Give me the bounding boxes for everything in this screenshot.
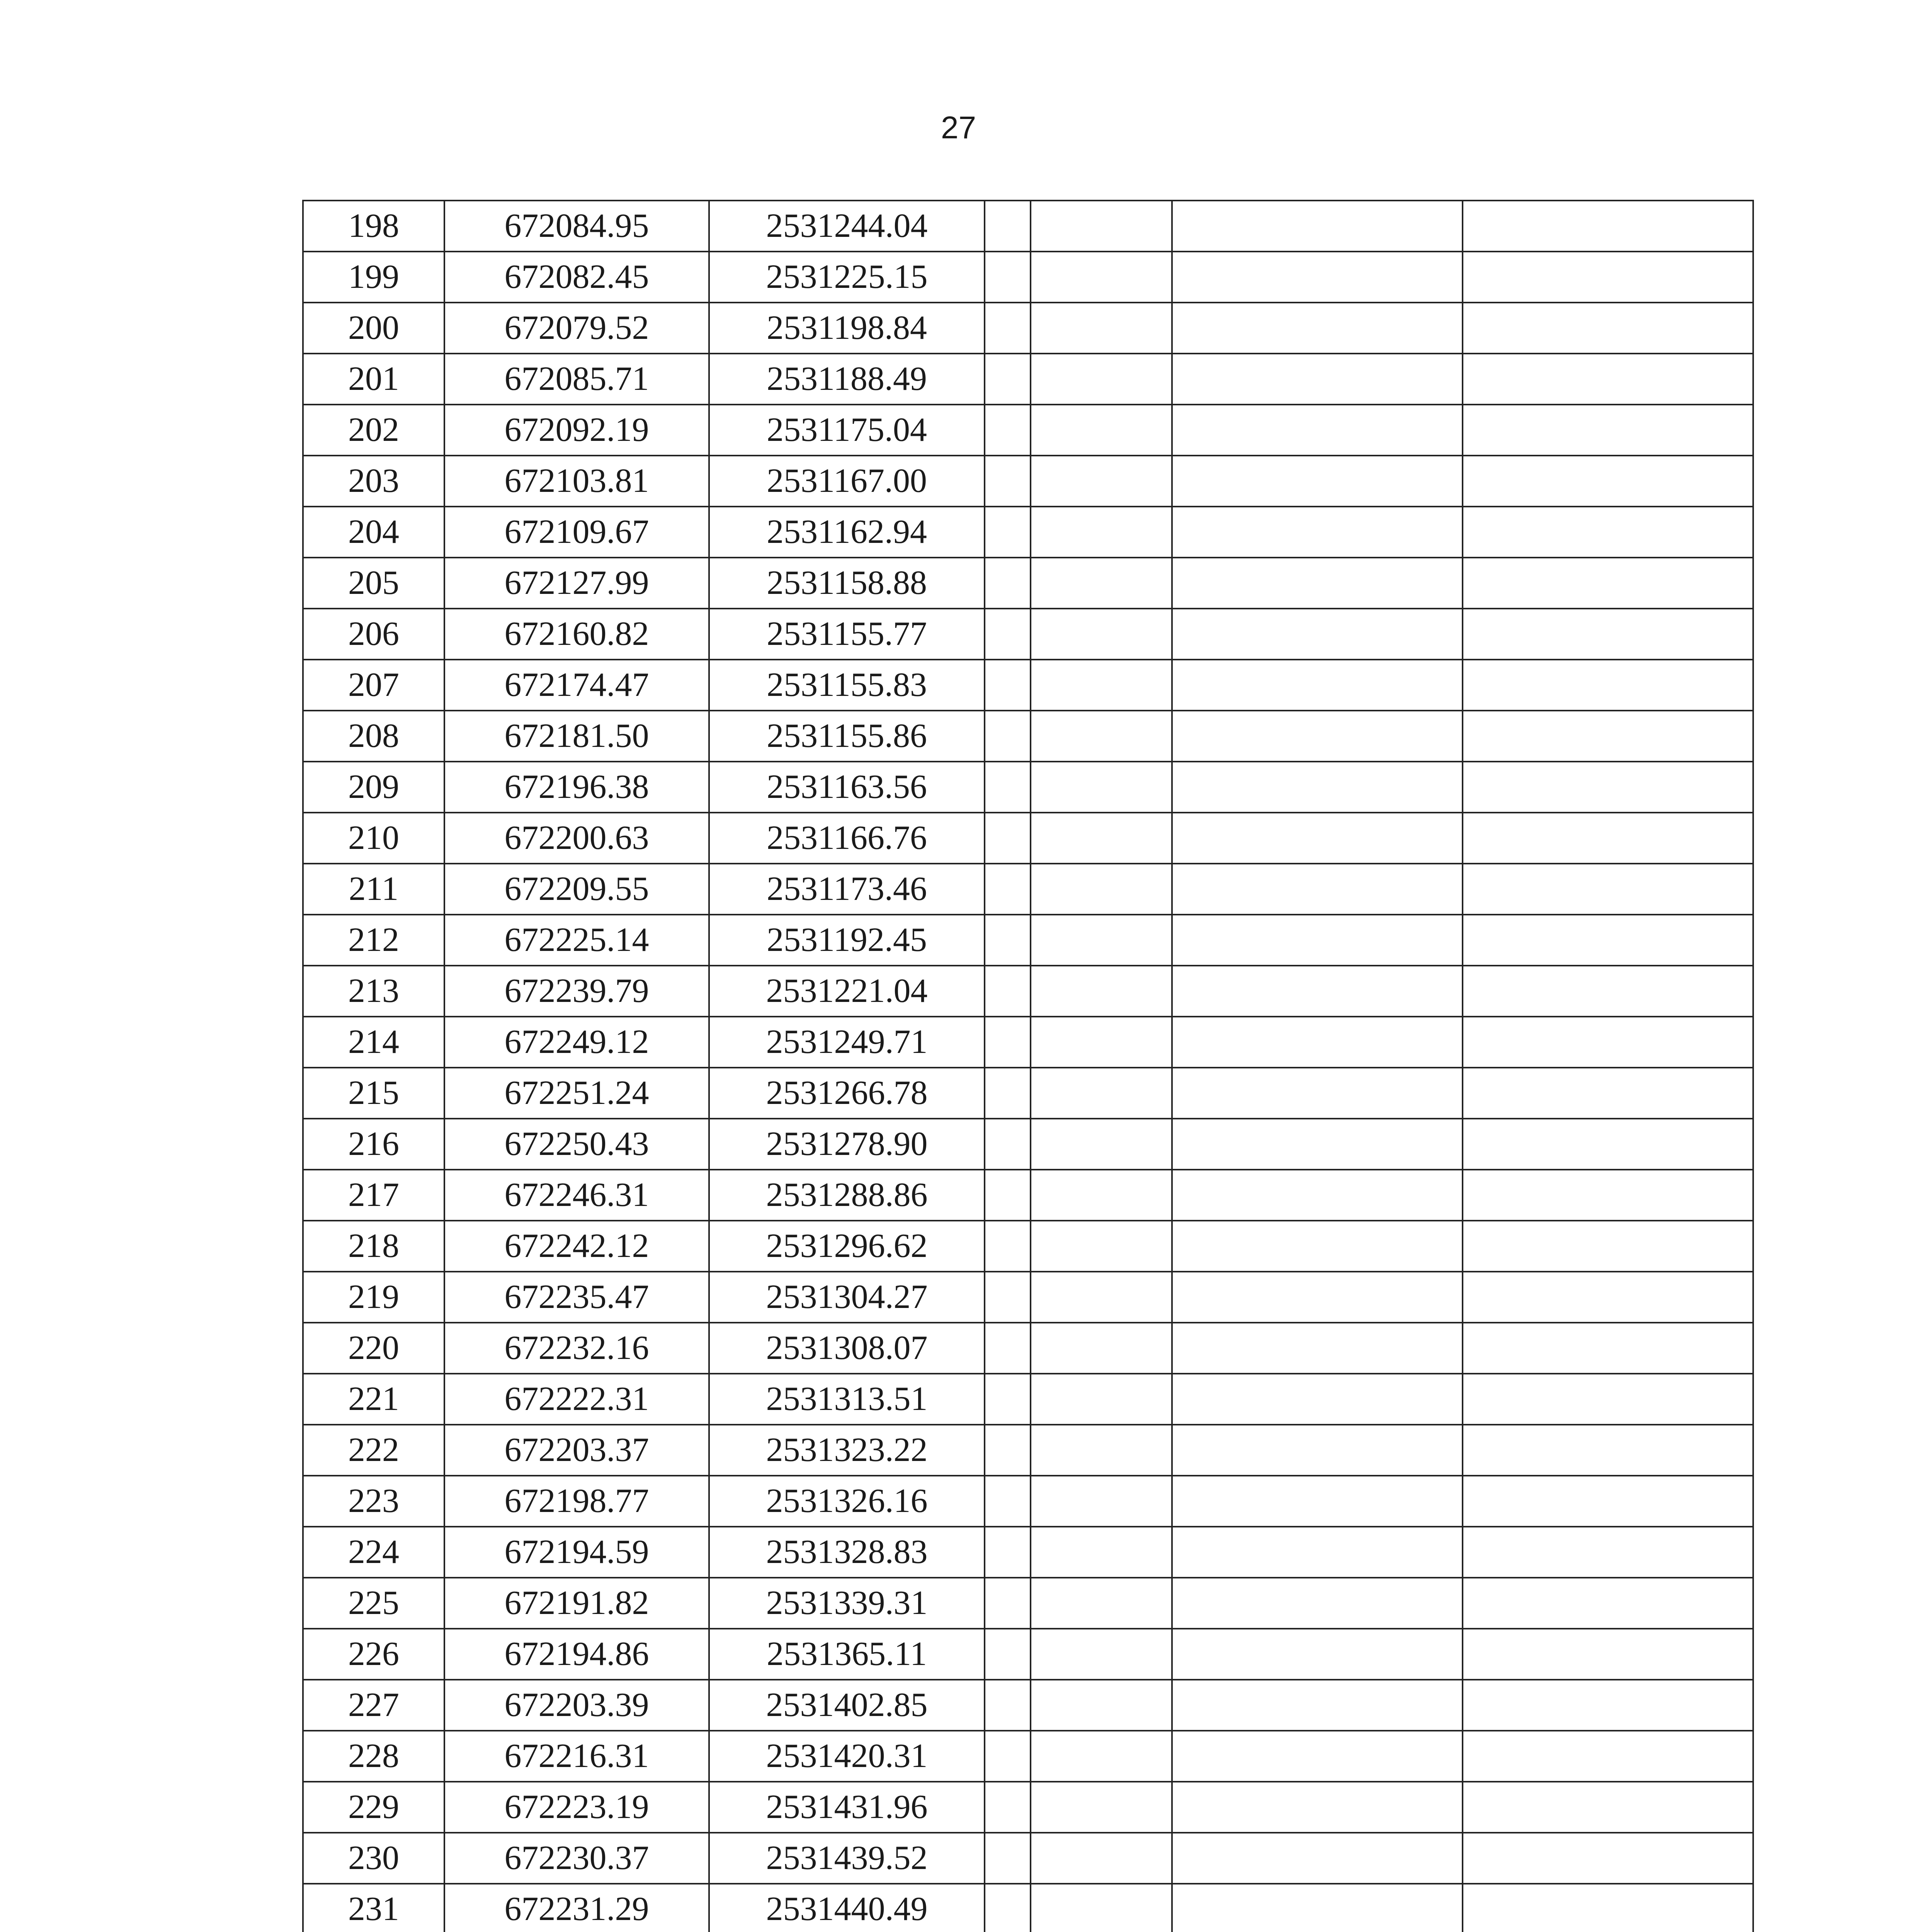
empty-cell bbox=[1172, 201, 1463, 252]
point-number-cell: 214 bbox=[303, 1017, 444, 1068]
empty-cell bbox=[1172, 1527, 1463, 1578]
empty-cell bbox=[1172, 303, 1463, 354]
point-number-cell: 230 bbox=[303, 1833, 444, 1884]
empty-cell bbox=[1172, 864, 1463, 915]
empty-cell bbox=[985, 201, 1031, 252]
point-number-cell: 201 bbox=[303, 354, 444, 405]
empty-cell bbox=[985, 1017, 1031, 1068]
x-coordinate-cell: 672222.31 bbox=[444, 1374, 709, 1425]
point-number-cell: 208 bbox=[303, 711, 444, 762]
empty-cell bbox=[1031, 711, 1172, 762]
x-coordinate-cell: 672203.37 bbox=[444, 1425, 709, 1476]
x-coordinate-cell: 672235.47 bbox=[444, 1272, 709, 1323]
empty-cell bbox=[1463, 456, 1753, 507]
empty-cell bbox=[1463, 1884, 1753, 1932]
y-coordinate-cell: 2531198.84 bbox=[709, 303, 985, 354]
empty-cell bbox=[985, 609, 1031, 660]
empty-cell bbox=[1031, 813, 1172, 864]
y-coordinate-cell: 2531296.62 bbox=[709, 1221, 985, 1272]
x-coordinate-cell: 672198.77 bbox=[444, 1476, 709, 1527]
empty-cell bbox=[985, 558, 1031, 609]
point-number-cell: 203 bbox=[303, 456, 444, 507]
table-row bbox=[303, 1323, 1753, 1374]
y-coordinate-cell: 2531326.16 bbox=[709, 1476, 985, 1527]
point-number-cell: 204 bbox=[303, 507, 444, 558]
y-coordinate-cell: 2531188.49 bbox=[709, 354, 985, 405]
empty-cell bbox=[1463, 1476, 1753, 1527]
empty-cell bbox=[985, 456, 1031, 507]
empty-cell bbox=[1463, 558, 1753, 609]
empty-cell bbox=[1463, 915, 1753, 966]
y-coordinate-cell: 2531192.45 bbox=[709, 915, 985, 966]
x-coordinate-cell: 672174.47 bbox=[444, 660, 709, 711]
table-row bbox=[303, 405, 1753, 456]
y-coordinate-cell: 2531328.83 bbox=[709, 1527, 985, 1578]
x-coordinate-cell: 672194.59 bbox=[444, 1527, 709, 1578]
x-coordinate-cell: 672230.37 bbox=[444, 1833, 709, 1884]
point-number-cell: 212 bbox=[303, 915, 444, 966]
x-coordinate-cell: 672223.19 bbox=[444, 1782, 709, 1833]
x-coordinate-cell: 672092.19 bbox=[444, 405, 709, 456]
point-number-cell: 231 bbox=[303, 1884, 444, 1932]
empty-cell bbox=[1172, 660, 1463, 711]
empty-cell bbox=[1172, 1833, 1463, 1884]
x-coordinate-cell: 672242.12 bbox=[444, 1221, 709, 1272]
y-coordinate-cell: 2531155.83 bbox=[709, 660, 985, 711]
empty-cell bbox=[1463, 864, 1753, 915]
y-coordinate-cell: 2531166.76 bbox=[709, 813, 985, 864]
empty-cell bbox=[1031, 558, 1172, 609]
empty-cell bbox=[985, 1731, 1031, 1782]
coordinates-table bbox=[302, 200, 1754, 1932]
empty-cell bbox=[1172, 1578, 1463, 1629]
y-coordinate-cell: 2531339.31 bbox=[709, 1578, 985, 1629]
empty-cell bbox=[1031, 252, 1172, 303]
table-row bbox=[303, 1731, 1753, 1782]
table-row bbox=[303, 1170, 1753, 1221]
empty-cell bbox=[1031, 1680, 1172, 1731]
page-number: 27 bbox=[941, 110, 976, 145]
empty-cell bbox=[985, 1578, 1031, 1629]
empty-cell bbox=[985, 1068, 1031, 1119]
empty-cell bbox=[985, 1170, 1031, 1221]
table-row bbox=[303, 762, 1753, 813]
y-coordinate-cell: 2531173.46 bbox=[709, 864, 985, 915]
point-number-cell: 202 bbox=[303, 405, 444, 456]
empty-cell bbox=[1031, 1425, 1172, 1476]
empty-cell bbox=[1031, 1221, 1172, 1272]
empty-cell bbox=[1031, 1323, 1172, 1374]
empty-cell bbox=[985, 507, 1031, 558]
y-coordinate-cell: 2531225.15 bbox=[709, 252, 985, 303]
table-row bbox=[303, 303, 1753, 354]
y-coordinate-cell: 2531221.04 bbox=[709, 966, 985, 1017]
empty-cell bbox=[985, 1221, 1031, 1272]
table-row bbox=[303, 1119, 1753, 1170]
empty-cell bbox=[1463, 1017, 1753, 1068]
point-number-cell: 207 bbox=[303, 660, 444, 711]
table-row bbox=[303, 1884, 1753, 1932]
x-coordinate-cell: 672084.95 bbox=[444, 201, 709, 252]
empty-cell bbox=[1172, 507, 1463, 558]
y-coordinate-cell: 2531308.07 bbox=[709, 1323, 985, 1374]
y-coordinate-cell: 2531163.56 bbox=[709, 762, 985, 813]
point-number-cell: 223 bbox=[303, 1476, 444, 1527]
table-row bbox=[303, 1272, 1753, 1323]
empty-cell bbox=[1031, 1578, 1172, 1629]
point-number-cell: 209 bbox=[303, 762, 444, 813]
empty-cell bbox=[1031, 354, 1172, 405]
empty-cell bbox=[985, 1884, 1031, 1932]
empty-cell bbox=[1031, 1017, 1172, 1068]
empty-cell bbox=[1172, 915, 1463, 966]
empty-cell bbox=[985, 405, 1031, 456]
empty-cell bbox=[1463, 507, 1753, 558]
x-coordinate-cell: 672196.38 bbox=[444, 762, 709, 813]
empty-cell bbox=[1172, 354, 1463, 405]
point-number-cell: 215 bbox=[303, 1068, 444, 1119]
empty-cell bbox=[985, 1425, 1031, 1476]
table-row bbox=[303, 1578, 1753, 1629]
point-number-cell: 221 bbox=[303, 1374, 444, 1425]
empty-cell bbox=[1463, 252, 1753, 303]
empty-cell bbox=[985, 1323, 1031, 1374]
point-number-cell: 219 bbox=[303, 1272, 444, 1323]
point-number-cell: 206 bbox=[303, 609, 444, 660]
empty-cell bbox=[1031, 1170, 1172, 1221]
y-coordinate-cell: 2531402.85 bbox=[709, 1680, 985, 1731]
y-coordinate-cell: 2531155.86 bbox=[709, 711, 985, 762]
y-coordinate-cell: 2531440.49 bbox=[709, 1884, 985, 1932]
point-number-cell: 229 bbox=[303, 1782, 444, 1833]
x-coordinate-cell: 672194.86 bbox=[444, 1629, 709, 1680]
x-coordinate-cell: 672231.29 bbox=[444, 1884, 709, 1932]
empty-cell bbox=[1172, 558, 1463, 609]
y-coordinate-cell: 2531304.27 bbox=[709, 1272, 985, 1323]
empty-cell bbox=[1172, 1272, 1463, 1323]
empty-cell bbox=[1172, 966, 1463, 1017]
empty-cell bbox=[1031, 1884, 1172, 1932]
empty-cell bbox=[1172, 456, 1463, 507]
empty-cell bbox=[1031, 1731, 1172, 1782]
x-coordinate-cell: 672246.31 bbox=[444, 1170, 709, 1221]
point-number-cell: 225 bbox=[303, 1578, 444, 1629]
empty-cell bbox=[1031, 456, 1172, 507]
x-coordinate-cell: 672085.71 bbox=[444, 354, 709, 405]
table-row bbox=[303, 1476, 1753, 1527]
x-coordinate-cell: 672181.50 bbox=[444, 711, 709, 762]
empty-cell bbox=[1463, 762, 1753, 813]
empty-cell bbox=[985, 711, 1031, 762]
empty-cell bbox=[1172, 1884, 1463, 1932]
y-coordinate-cell: 2531431.96 bbox=[709, 1782, 985, 1833]
empty-cell bbox=[1031, 1119, 1172, 1170]
coordinates-table-body bbox=[303, 201, 1753, 1932]
table-row bbox=[303, 456, 1753, 507]
x-coordinate-cell: 672191.82 bbox=[444, 1578, 709, 1629]
empty-cell bbox=[985, 252, 1031, 303]
empty-cell bbox=[985, 762, 1031, 813]
empty-cell bbox=[1031, 864, 1172, 915]
table-row bbox=[303, 201, 1753, 252]
table-row bbox=[303, 1629, 1753, 1680]
empty-cell bbox=[1463, 1323, 1753, 1374]
point-number-cell: 205 bbox=[303, 558, 444, 609]
y-coordinate-cell: 2531365.11 bbox=[709, 1629, 985, 1680]
table-row bbox=[303, 1425, 1753, 1476]
empty-cell bbox=[985, 1272, 1031, 1323]
empty-cell bbox=[1031, 1374, 1172, 1425]
empty-cell bbox=[1463, 966, 1753, 1017]
empty-cell bbox=[1172, 1221, 1463, 1272]
table-row bbox=[303, 864, 1753, 915]
empty-cell bbox=[1172, 1017, 1463, 1068]
x-coordinate-cell: 672200.63 bbox=[444, 813, 709, 864]
x-coordinate-cell: 672082.45 bbox=[444, 252, 709, 303]
table-row bbox=[303, 660, 1753, 711]
point-number-cell: 211 bbox=[303, 864, 444, 915]
empty-cell bbox=[1463, 1680, 1753, 1731]
point-number-cell: 227 bbox=[303, 1680, 444, 1731]
point-number-cell: 228 bbox=[303, 1731, 444, 1782]
x-coordinate-cell: 672079.52 bbox=[444, 303, 709, 354]
empty-cell bbox=[1172, 1119, 1463, 1170]
empty-cell bbox=[1031, 915, 1172, 966]
empty-cell bbox=[1463, 1578, 1753, 1629]
empty-cell bbox=[1172, 405, 1463, 456]
empty-cell bbox=[985, 966, 1031, 1017]
empty-cell bbox=[1172, 1374, 1463, 1425]
empty-cell bbox=[1463, 1068, 1753, 1119]
empty-cell bbox=[1031, 762, 1172, 813]
table-row bbox=[303, 507, 1753, 558]
empty-cell bbox=[1172, 711, 1463, 762]
empty-cell bbox=[1031, 1068, 1172, 1119]
empty-cell bbox=[1463, 1731, 1753, 1782]
empty-cell bbox=[1031, 966, 1172, 1017]
point-number-cell: 199 bbox=[303, 252, 444, 303]
point-number-cell: 226 bbox=[303, 1629, 444, 1680]
point-number-cell: 220 bbox=[303, 1323, 444, 1374]
y-coordinate-cell: 2531266.78 bbox=[709, 1068, 985, 1119]
empty-cell bbox=[985, 303, 1031, 354]
y-coordinate-cell: 2531313.51 bbox=[709, 1374, 985, 1425]
empty-cell bbox=[1172, 1731, 1463, 1782]
empty-cell bbox=[1463, 1425, 1753, 1476]
empty-cell bbox=[985, 864, 1031, 915]
empty-cell bbox=[1463, 303, 1753, 354]
empty-cell bbox=[1463, 1170, 1753, 1221]
empty-cell bbox=[1172, 252, 1463, 303]
table-row bbox=[303, 813, 1753, 864]
table-row bbox=[303, 252, 1753, 303]
empty-cell bbox=[1172, 1476, 1463, 1527]
y-coordinate-cell: 2531158.88 bbox=[709, 558, 985, 609]
empty-cell bbox=[1031, 1476, 1172, 1527]
empty-cell bbox=[985, 1833, 1031, 1884]
empty-cell bbox=[1031, 1629, 1172, 1680]
x-coordinate-cell: 672225.14 bbox=[444, 915, 709, 966]
empty-cell bbox=[1172, 1323, 1463, 1374]
empty-cell bbox=[1031, 1833, 1172, 1884]
empty-cell bbox=[985, 660, 1031, 711]
empty-cell bbox=[1172, 1680, 1463, 1731]
x-coordinate-cell: 672109.67 bbox=[444, 507, 709, 558]
x-coordinate-cell: 672232.16 bbox=[444, 1323, 709, 1374]
y-coordinate-cell: 2531244.04 bbox=[709, 201, 985, 252]
point-number-cell: 198 bbox=[303, 201, 444, 252]
y-coordinate-cell: 2531249.71 bbox=[709, 1017, 985, 1068]
empty-cell bbox=[1172, 813, 1463, 864]
point-number-cell: 210 bbox=[303, 813, 444, 864]
x-coordinate-cell: 672250.43 bbox=[444, 1119, 709, 1170]
empty-cell bbox=[1031, 507, 1172, 558]
empty-cell bbox=[1031, 1527, 1172, 1578]
x-coordinate-cell: 672160.82 bbox=[444, 609, 709, 660]
empty-cell bbox=[1172, 1629, 1463, 1680]
empty-cell bbox=[1172, 762, 1463, 813]
empty-cell bbox=[985, 1629, 1031, 1680]
empty-cell bbox=[1172, 609, 1463, 660]
empty-cell bbox=[1172, 1782, 1463, 1833]
empty-cell bbox=[1463, 1221, 1753, 1272]
table-row bbox=[303, 1068, 1753, 1119]
empty-cell bbox=[985, 1476, 1031, 1527]
empty-cell bbox=[985, 915, 1031, 966]
point-number-cell: 217 bbox=[303, 1170, 444, 1221]
empty-cell bbox=[1463, 711, 1753, 762]
table-row bbox=[303, 1680, 1753, 1731]
table-row bbox=[303, 354, 1753, 405]
point-number-cell: 200 bbox=[303, 303, 444, 354]
empty-cell bbox=[985, 813, 1031, 864]
point-number-cell: 213 bbox=[303, 966, 444, 1017]
y-coordinate-cell: 2531278.90 bbox=[709, 1119, 985, 1170]
table-row bbox=[303, 711, 1753, 762]
table-row bbox=[303, 1527, 1753, 1578]
empty-cell bbox=[1463, 1119, 1753, 1170]
y-coordinate-cell: 2531167.00 bbox=[709, 456, 985, 507]
empty-cell bbox=[985, 1374, 1031, 1425]
empty-cell bbox=[1031, 201, 1172, 252]
table-row bbox=[303, 609, 1753, 660]
table-row bbox=[303, 1782, 1753, 1833]
y-coordinate-cell: 2531288.86 bbox=[709, 1170, 985, 1221]
y-coordinate-cell: 2531420.31 bbox=[709, 1731, 985, 1782]
y-coordinate-cell: 2531439.52 bbox=[709, 1833, 985, 1884]
empty-cell bbox=[985, 354, 1031, 405]
point-number-cell: 218 bbox=[303, 1221, 444, 1272]
empty-cell bbox=[1031, 1782, 1172, 1833]
table-row bbox=[303, 915, 1753, 966]
empty-cell bbox=[1463, 1527, 1753, 1578]
x-coordinate-cell: 672249.12 bbox=[444, 1017, 709, 1068]
empty-cell bbox=[1463, 813, 1753, 864]
table-row bbox=[303, 1221, 1753, 1272]
x-coordinate-cell: 672127.99 bbox=[444, 558, 709, 609]
table-row bbox=[303, 1017, 1753, 1068]
table-row bbox=[303, 1374, 1753, 1425]
point-number-cell: 224 bbox=[303, 1527, 444, 1578]
empty-cell bbox=[1463, 660, 1753, 711]
empty-cell bbox=[1463, 1782, 1753, 1833]
table-row bbox=[303, 558, 1753, 609]
y-coordinate-cell: 2531155.77 bbox=[709, 609, 985, 660]
empty-cell bbox=[1463, 1833, 1753, 1884]
x-coordinate-cell: 672251.24 bbox=[444, 1068, 709, 1119]
empty-cell bbox=[1463, 609, 1753, 660]
x-coordinate-cell: 672239.79 bbox=[444, 966, 709, 1017]
empty-cell bbox=[1463, 354, 1753, 405]
y-coordinate-cell: 2531162.94 bbox=[709, 507, 985, 558]
empty-cell bbox=[1463, 201, 1753, 252]
x-coordinate-cell: 672209.55 bbox=[444, 864, 709, 915]
empty-cell bbox=[985, 1527, 1031, 1578]
empty-cell bbox=[1463, 1374, 1753, 1425]
table-row bbox=[303, 1833, 1753, 1884]
empty-cell bbox=[1031, 1272, 1172, 1323]
empty-cell bbox=[1463, 405, 1753, 456]
empty-cell bbox=[1172, 1068, 1463, 1119]
empty-cell bbox=[1031, 405, 1172, 456]
x-coordinate-cell: 672216.31 bbox=[444, 1731, 709, 1782]
x-coordinate-cell: 672203.39 bbox=[444, 1680, 709, 1731]
empty-cell bbox=[1463, 1629, 1753, 1680]
y-coordinate-cell: 2531323.22 bbox=[709, 1425, 985, 1476]
empty-cell bbox=[985, 1782, 1031, 1833]
empty-cell bbox=[1172, 1425, 1463, 1476]
empty-cell bbox=[1031, 303, 1172, 354]
empty-cell bbox=[985, 1119, 1031, 1170]
empty-cell bbox=[1463, 1272, 1753, 1323]
point-number-cell: 222 bbox=[303, 1425, 444, 1476]
empty-cell bbox=[1031, 609, 1172, 660]
point-number-cell: 216 bbox=[303, 1119, 444, 1170]
empty-cell bbox=[1031, 660, 1172, 711]
empty-cell bbox=[985, 1680, 1031, 1731]
x-coordinate-cell: 672103.81 bbox=[444, 456, 709, 507]
table-row bbox=[303, 966, 1753, 1017]
y-coordinate-cell: 2531175.04 bbox=[709, 405, 985, 456]
empty-cell bbox=[1172, 1170, 1463, 1221]
